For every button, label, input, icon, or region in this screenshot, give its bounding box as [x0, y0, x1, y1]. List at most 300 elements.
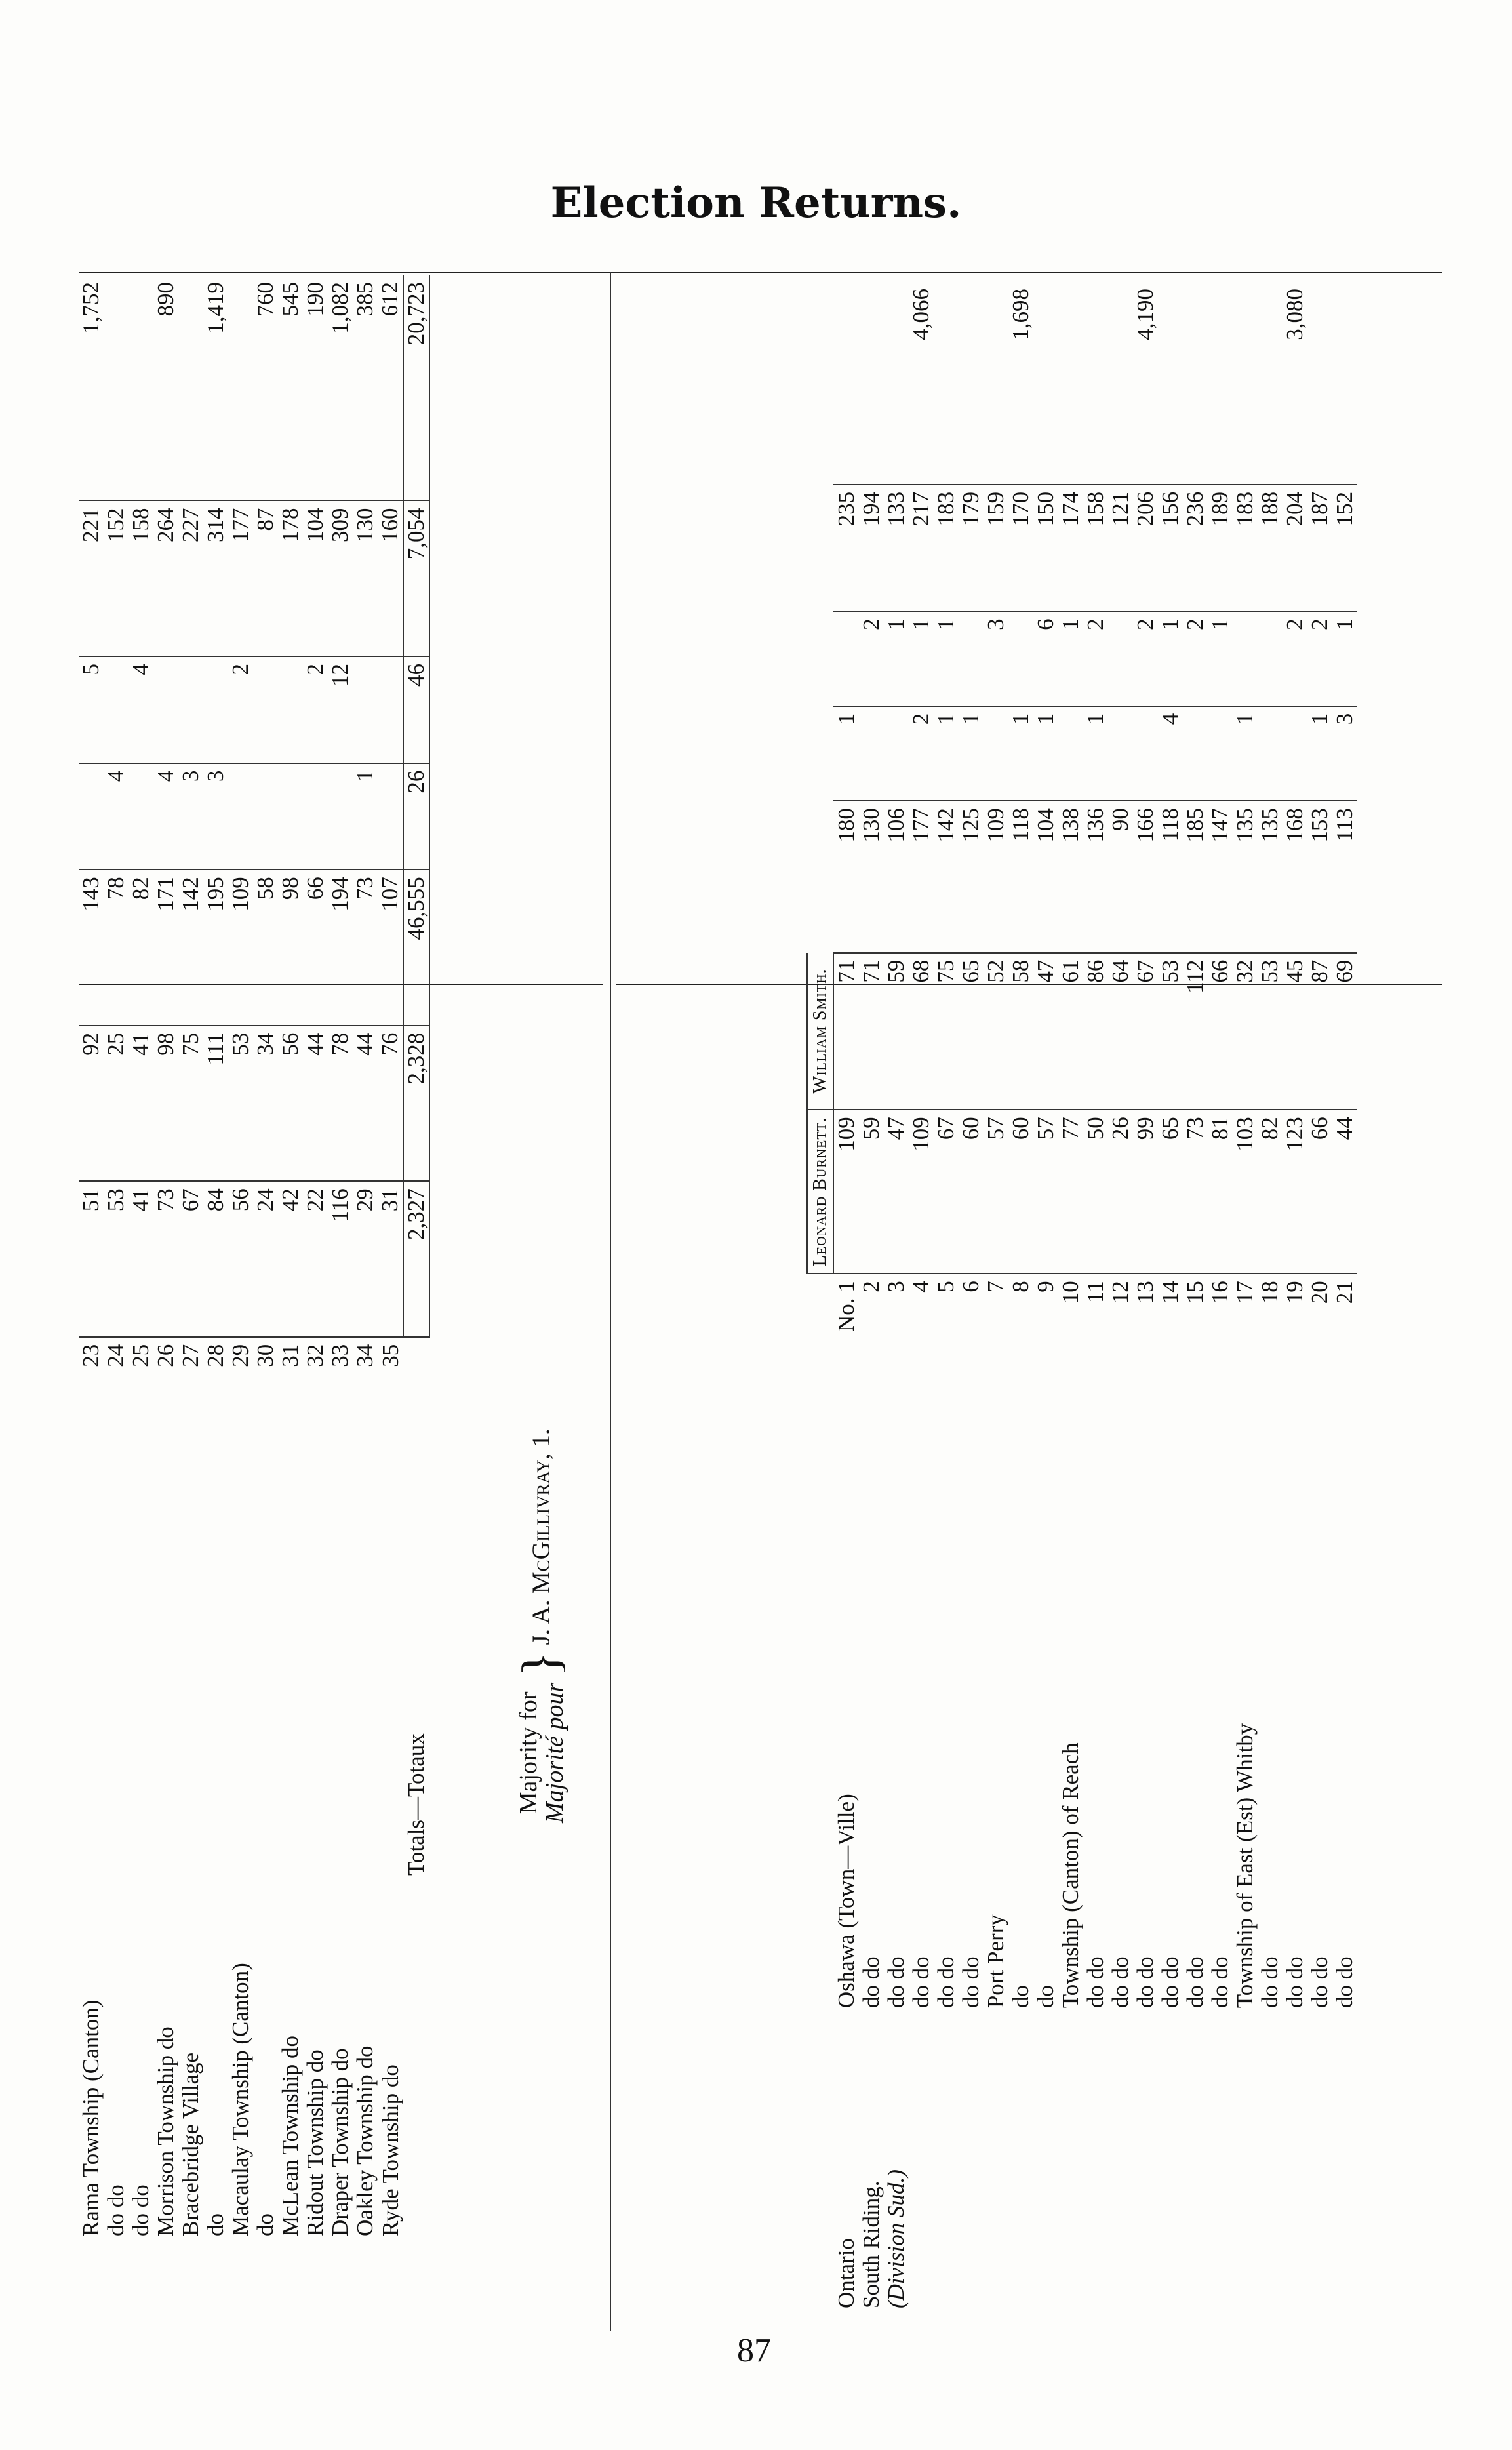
division-number-cell: 32 — [302, 1344, 328, 1367]
value-cell: 1 — [884, 611, 909, 706]
division-number-cell: 16 — [1207, 1281, 1233, 1304]
division-number-cell: 21 — [1332, 1281, 1357, 1304]
value-cell: 1 — [934, 611, 959, 706]
place-cell: do do — [1257, 1956, 1283, 2009]
value-cell: 56 — [278, 1026, 303, 1182]
place-cell: do do — [858, 1956, 884, 2009]
division-number-cell: 10 — [1058, 1281, 1083, 1304]
value-cell: 26 — [1108, 1110, 1133, 1274]
top-rule — [79, 272, 1442, 273]
value-cell: 760 — [253, 275, 278, 501]
col-head-burnett: Leonard Burnett. — [807, 1110, 833, 1274]
division-number-cell: 7 — [983, 1281, 1008, 1293]
total-cell: 2,328 — [403, 1026, 429, 1182]
place-cell: do do — [1132, 1956, 1158, 2009]
division-number-cell: 4 — [908, 1281, 934, 1293]
value-cell: 177 — [228, 501, 253, 657]
table-row — [833, 282, 859, 2315]
value-cell: 142 — [934, 801, 959, 953]
value-cell — [1258, 282, 1283, 485]
value-cell: 4 — [1158, 706, 1183, 801]
value-cell: 113 — [1332, 801, 1357, 953]
value-cell: 135 — [1233, 801, 1258, 953]
region-cell — [1307, 2015, 1332, 2315]
value-cell: 227 — [178, 501, 203, 657]
value-cell: 69 — [1332, 953, 1357, 1110]
value-cell: 47 — [1033, 953, 1058, 1110]
value-cell: 57 — [984, 1110, 1008, 1274]
value-cell: 45 — [1283, 953, 1307, 1110]
region-cell — [959, 2015, 984, 2315]
region-cell — [1258, 2015, 1283, 2315]
value-cell: 22 — [303, 1181, 328, 1337]
place-cell: do do — [1107, 1956, 1133, 2009]
value-cell: 5 — [79, 656, 104, 763]
value-cell — [934, 282, 959, 485]
table-row — [1158, 282, 1183, 2315]
value-cell: 2 — [303, 656, 328, 763]
col-head-smith: William Smith. — [807, 953, 833, 1110]
value-cell: 4,190 — [1133, 282, 1158, 485]
value-cell: 185 — [1183, 801, 1208, 953]
value-cell: 98 — [278, 870, 303, 1026]
value-cell: 103 — [1233, 1110, 1258, 1274]
place-cell: McLean Township do — [277, 2035, 303, 2236]
value-cell: 82 — [1258, 1110, 1283, 1274]
place-cell: Macaulay Township (Canton) — [228, 1963, 253, 2236]
value-cell — [1208, 282, 1233, 485]
value-cell: 82 — [129, 870, 153, 1026]
value-cell: 104 — [1033, 801, 1058, 953]
value-cell — [253, 656, 278, 763]
table-row — [228, 275, 253, 2243]
value-cell: 2 — [859, 611, 884, 706]
value-cell: 1 — [1332, 611, 1357, 706]
value-cell: 99 — [1133, 1110, 1158, 1274]
value-cell: 2 — [228, 656, 253, 763]
value-cell: 50 — [1083, 1110, 1108, 1274]
value-cell: 2 — [909, 706, 934, 801]
value-cell: 59 — [859, 1110, 884, 1274]
value-cell — [104, 656, 129, 763]
division-number-cell: 5 — [933, 1281, 959, 1293]
value-cell — [178, 656, 203, 763]
value-cell: 41 — [129, 1181, 153, 1337]
table-row — [1133, 282, 1158, 2315]
table-row — [1283, 282, 1307, 2315]
value-cell: 2 — [1283, 611, 1307, 706]
division-number-cell: 6 — [958, 1281, 984, 1293]
value-cell: 3 — [203, 763, 228, 870]
value-cell: 12 — [328, 656, 353, 763]
division-number-cell: 20 — [1307, 1281, 1332, 1304]
value-cell: 1 — [1033, 706, 1058, 801]
division-number-cell: 19 — [1282, 1281, 1307, 1304]
table-row — [909, 282, 934, 2315]
region-cell — [1133, 2015, 1158, 2315]
value-cell — [833, 282, 859, 485]
value-cell: 106 — [884, 801, 909, 953]
place-cell: Rama Township (Canton) — [78, 1999, 104, 2236]
value-cell: 112 — [1183, 953, 1208, 1110]
table-row — [1258, 282, 1283, 2315]
place-cell: do — [203, 2213, 228, 2236]
value-cell: 187 — [1307, 485, 1332, 612]
value-cell: 159 — [984, 485, 1008, 612]
value-cell — [228, 275, 253, 501]
value-cell: 4 — [104, 763, 129, 870]
table-row — [203, 275, 228, 2243]
value-cell: 183 — [934, 485, 959, 612]
value-cell — [79, 763, 104, 870]
value-cell: 73 — [353, 870, 378, 1026]
table-row — [984, 282, 1008, 2315]
table-row — [129, 275, 153, 2243]
value-cell — [984, 282, 1008, 485]
value-cell: 24 — [253, 1181, 278, 1337]
value-cell — [1283, 706, 1307, 801]
value-cell: 71 — [859, 953, 884, 1110]
upper-returns-table — [79, 275, 430, 2243]
place-cell: Township (Canton) of Reach — [1058, 1742, 1083, 2009]
total-cell: 46,555 — [403, 870, 429, 1026]
value-cell: 52 — [984, 953, 1008, 1110]
place-cell: do do — [883, 1956, 909, 2009]
value-cell: 64 — [1108, 953, 1133, 1110]
division-number-cell: 18 — [1257, 1281, 1283, 1304]
place-cell: do do — [128, 2184, 153, 2236]
value-cell: 3 — [178, 763, 203, 870]
table-row — [253, 275, 278, 2243]
value-cell: 135 — [1258, 801, 1283, 953]
value-cell — [1108, 706, 1133, 801]
division-number-cell: 33 — [327, 1344, 353, 1367]
value-cell: 2 — [1083, 611, 1108, 706]
value-cell: 25 — [104, 1026, 129, 1182]
value-cell: 73 — [1183, 1110, 1208, 1274]
division-number-cell: No. 1 — [833, 1281, 859, 1332]
value-cell — [1208, 706, 1233, 801]
value-cell: 1 — [1008, 706, 1033, 801]
total-cell: 26 — [403, 763, 429, 870]
division-number-cell: 13 — [1132, 1281, 1158, 1304]
value-cell: 42 — [278, 1181, 303, 1337]
division-number-cell: 34 — [352, 1344, 378, 1367]
total-cell: 46 — [403, 656, 429, 763]
value-cell: 153 — [1307, 801, 1332, 953]
value-cell: 2 — [1133, 611, 1158, 706]
value-cell: 160 — [378, 501, 403, 657]
value-cell — [1058, 706, 1083, 801]
value-cell: 235 — [833, 485, 859, 612]
value-cell: 87 — [1307, 953, 1332, 1110]
value-cell: 78 — [104, 870, 129, 1026]
table-row — [328, 275, 353, 2243]
place-cell: do do — [958, 1956, 984, 2009]
value-cell: 3,080 — [1283, 282, 1307, 485]
value-cell: 385 — [353, 275, 378, 501]
value-cell: 107 — [378, 870, 403, 1026]
value-cell: 41 — [129, 1026, 153, 1182]
table-row — [1008, 282, 1033, 2315]
value-cell: 66 — [1307, 1110, 1332, 1274]
value-cell: 158 — [1083, 485, 1108, 612]
region-cell — [1158, 2015, 1183, 2315]
region-cell — [1183, 2015, 1208, 2315]
table-row — [378, 275, 403, 2243]
value-cell — [178, 275, 203, 501]
value-cell — [378, 763, 403, 870]
totals-row — [403, 275, 429, 2243]
division-number-cell: 15 — [1182, 1281, 1208, 1304]
value-cell: 61 — [1058, 953, 1083, 1110]
division-number-cell: 14 — [1157, 1281, 1183, 1304]
value-cell — [1332, 282, 1357, 485]
value-cell: 86 — [1083, 953, 1108, 1110]
region-cell: (Division Sud.) — [883, 2169, 909, 2308]
table-row — [79, 275, 104, 2243]
value-cell: 109 — [228, 870, 253, 1026]
value-cell: 53 — [1158, 953, 1183, 1110]
value-cell: 3 — [984, 611, 1008, 706]
table-row — [1307, 282, 1332, 2315]
value-cell: 75 — [934, 953, 959, 1110]
lower-header-row — [807, 282, 833, 2315]
value-cell — [1033, 282, 1058, 485]
value-cell: 67 — [934, 1110, 959, 1274]
value-cell — [228, 763, 253, 870]
value-cell: 147 — [1208, 801, 1233, 953]
value-cell — [959, 611, 984, 706]
value-cell — [1133, 706, 1158, 801]
place-cell: Draper Township do — [327, 2048, 353, 2236]
value-cell: 56 — [228, 1181, 253, 1337]
division-number-cell: 26 — [153, 1344, 178, 1367]
region-cell — [1058, 2015, 1083, 2315]
value-cell: 65 — [1158, 1110, 1183, 1274]
value-cell: 32 — [1233, 953, 1258, 1110]
value-cell — [253, 763, 278, 870]
value-cell: 309 — [328, 501, 353, 657]
value-cell: 1 — [909, 611, 934, 706]
value-cell — [129, 275, 153, 501]
value-cell: 66 — [303, 870, 328, 1026]
value-cell: 29 — [353, 1181, 378, 1337]
value-cell: 60 — [1008, 1110, 1033, 1274]
value-cell: 4 — [129, 656, 153, 763]
region-cell — [1083, 2015, 1108, 2315]
value-cell — [129, 763, 153, 870]
value-cell: 1 — [1307, 706, 1332, 801]
table-row — [884, 282, 909, 2315]
place-cell: do do — [1307, 1956, 1332, 2009]
value-cell: 217 — [909, 485, 934, 612]
region-cell — [1233, 2015, 1258, 2315]
value-cell: 87 — [253, 501, 278, 657]
value-cell: 314 — [203, 501, 228, 657]
place-cell: do do — [1332, 1956, 1357, 2009]
value-cell — [1258, 706, 1283, 801]
value-cell — [984, 706, 1008, 801]
division-number-cell: 31 — [277, 1344, 303, 1367]
division-number-cell: 9 — [1033, 1281, 1058, 1293]
value-cell: 1,698 — [1008, 282, 1033, 485]
totals-label: Totals—Totaux — [403, 1733, 429, 1876]
value-cell: 53 — [104, 1181, 129, 1337]
place-cell: do do — [103, 2184, 129, 2236]
value-cell: 109 — [833, 1110, 859, 1274]
region-cell — [1332, 2015, 1357, 2315]
value-cell: 125 — [959, 801, 984, 953]
place-cell: Port Perry — [983, 1914, 1008, 2009]
value-cell: 58 — [1008, 953, 1033, 1110]
division-number-cell: 30 — [252, 1344, 278, 1367]
value-cell: 47 — [884, 1110, 909, 1274]
value-cell: 118 — [1158, 801, 1183, 953]
value-cell: 4 — [153, 763, 178, 870]
division-number-cell: 24 — [103, 1344, 129, 1367]
value-cell — [859, 282, 884, 485]
value-cell: 65 — [959, 953, 984, 1110]
value-cell: 1 — [1058, 611, 1083, 706]
value-cell — [278, 763, 303, 870]
value-cell: 204 — [1283, 485, 1307, 612]
value-cell: 66 — [1208, 953, 1233, 1110]
value-cell: 68 — [909, 953, 934, 1110]
value-cell: 109 — [909, 1110, 934, 1274]
value-cell: 121 — [1108, 485, 1133, 612]
value-cell: 1,752 — [79, 275, 104, 501]
value-cell: 1 — [1083, 706, 1108, 801]
value-cell: 130 — [859, 801, 884, 953]
place-cell: do do — [1157, 1956, 1183, 2009]
region-cell — [984, 2015, 1008, 2315]
value-cell: 109 — [984, 801, 1008, 953]
value-cell: 264 — [153, 501, 178, 657]
value-cell: 138 — [1058, 801, 1083, 953]
value-cell: 44 — [303, 1026, 328, 1182]
value-cell: 1 — [1158, 611, 1183, 706]
place-cell: Morrison Township do — [153, 2026, 178, 2236]
majority-value: J. A. McGillivray, 1. — [527, 1428, 555, 1645]
place-cell: do — [1008, 1985, 1033, 2009]
upper-table-block — [79, 275, 430, 2243]
value-cell — [303, 763, 328, 870]
place-cell: Oakley Township do — [352, 2045, 378, 2236]
value-cell: 221 — [79, 501, 104, 657]
value-cell: 67 — [178, 1181, 203, 1337]
value-cell — [278, 656, 303, 763]
value-cell: 188 — [1258, 485, 1283, 612]
value-cell: 4,066 — [909, 282, 934, 485]
lower-table-block — [806, 282, 1357, 2315]
value-cell: 178 — [278, 501, 303, 657]
value-cell: 143 — [79, 870, 104, 1026]
value-cell: 177 — [909, 801, 934, 953]
value-cell — [1183, 706, 1208, 801]
value-cell — [1058, 282, 1083, 485]
value-cell: 130 — [353, 501, 378, 657]
place-cell: do — [252, 2213, 278, 2236]
value-cell: 2 — [1307, 611, 1332, 706]
value-cell: 53 — [1258, 953, 1283, 1110]
value-cell: 166 — [1133, 801, 1158, 953]
value-cell: 67 — [1133, 953, 1158, 1110]
value-cell: 90 — [1108, 801, 1133, 953]
division-number-cell: 3 — [883, 1281, 909, 1293]
place-cell: do do — [1282, 1956, 1307, 2009]
value-cell: 44 — [353, 1026, 378, 1182]
page-title: Election Returns. — [550, 178, 962, 228]
region-cell — [1033, 2015, 1058, 2315]
value-cell: 545 — [278, 275, 303, 501]
value-cell: 152 — [1332, 485, 1357, 612]
total-cell: 7,054 — [403, 501, 429, 657]
value-cell: 1 — [1233, 706, 1258, 801]
division-number-cell: 28 — [203, 1344, 228, 1367]
value-cell — [203, 656, 228, 763]
value-cell: 2 — [1183, 611, 1208, 706]
value-cell: 174 — [1058, 485, 1083, 612]
value-cell: 236 — [1183, 485, 1208, 612]
value-cell — [1233, 282, 1258, 485]
value-cell: 158 — [129, 501, 153, 657]
place-cell: do do — [1182, 1956, 1208, 2009]
division-number-cell: 29 — [228, 1344, 253, 1367]
value-cell — [1008, 611, 1033, 706]
table-row — [1083, 282, 1108, 2315]
place-cell: do do — [908, 1956, 934, 2009]
value-cell: 170 — [1008, 485, 1033, 612]
table-row — [104, 275, 129, 2243]
table-row — [1208, 282, 1233, 2315]
value-cell — [833, 611, 859, 706]
table-row — [153, 275, 178, 2243]
total-cell: 2,327 — [403, 1181, 429, 1337]
place-cell: Oshawa (Town—Ville) — [833, 1794, 859, 2009]
value-cell: 612 — [378, 275, 403, 501]
table-row — [303, 275, 328, 2243]
value-cell: 71 — [833, 953, 859, 1110]
value-cell — [104, 275, 129, 501]
value-cell: 194 — [859, 485, 884, 612]
value-cell — [378, 656, 403, 763]
table-row — [1108, 282, 1133, 2315]
place-cell: Ridout Township do — [302, 2049, 328, 2236]
majority-line: Majority for Majorité pour } J. A. McGillivray, 1. — [512, 1428, 570, 1823]
value-cell — [1108, 282, 1133, 485]
table-row — [1033, 282, 1058, 2315]
value-cell — [1258, 611, 1283, 706]
region-cell — [909, 2015, 934, 2315]
value-cell — [1158, 282, 1183, 485]
table-row — [959, 282, 984, 2315]
region-cell — [1008, 2015, 1033, 2315]
division-number-cell: 2 — [858, 1281, 884, 1293]
value-cell: 31 — [378, 1181, 403, 1337]
value-cell — [1083, 282, 1108, 485]
value-cell: 75 — [178, 1026, 203, 1182]
value-cell: 190 — [303, 275, 328, 501]
division-number-cell: 25 — [128, 1344, 153, 1367]
region-cell: South Riding. — [858, 2180, 884, 2308]
majority-label: Majority for Majorité pour — [514, 1682, 568, 1823]
value-cell: 206 — [1133, 485, 1158, 612]
place-cell: do do — [1207, 1956, 1233, 2009]
value-cell: 3 — [1332, 706, 1357, 801]
division-number-cell: 23 — [78, 1344, 104, 1367]
value-cell: 44 — [1332, 1110, 1357, 1274]
